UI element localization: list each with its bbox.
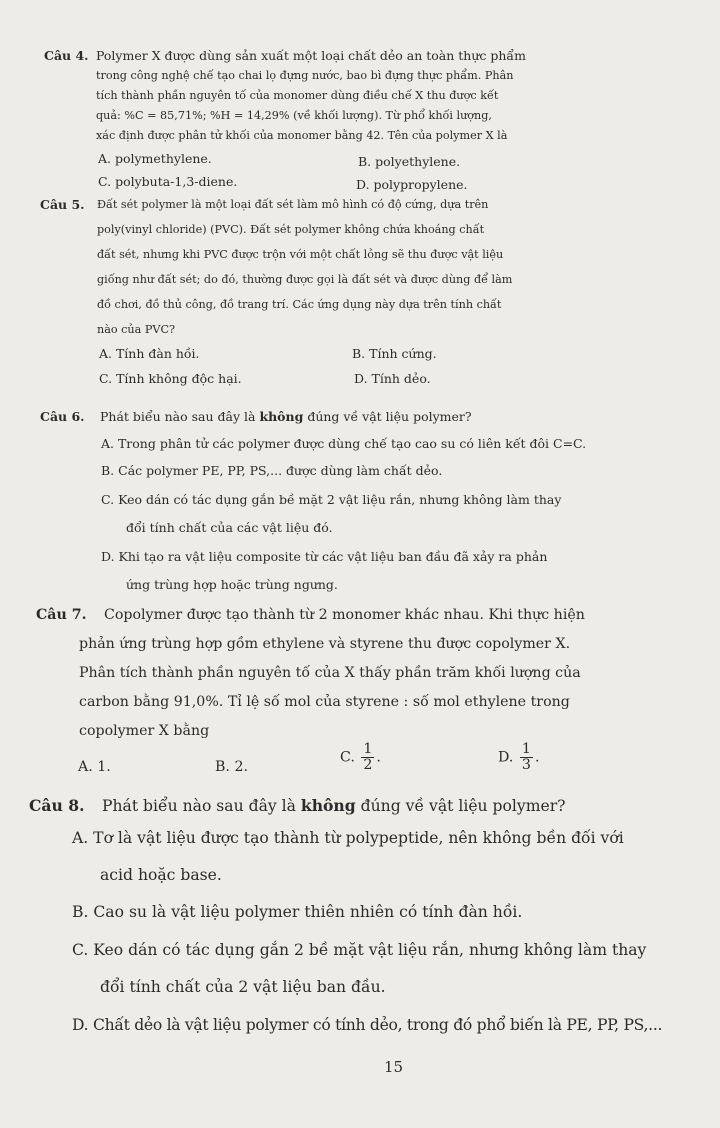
question-7-option-d-denominator: 3 bbox=[521, 756, 531, 773]
question-6-option-d-line-2: ứng trùng hợp hoặc trùng ngưng. bbox=[126, 577, 338, 592]
question-8-option-a-line-2: acid hoặc base. bbox=[100, 866, 222, 884]
question-8-option-b: B. Cao su là vật liệu polymer thiên nhiên có tính đàn hồi. bbox=[72, 903, 523, 921]
question-7-option-d-period: . bbox=[534, 749, 540, 766]
question-8-option-c-line-2: đổi tính chất của 2 vật liệu ban đầu. bbox=[100, 978, 386, 996]
question-4-option-a: A. polymethylene. bbox=[98, 151, 212, 166]
question-4-option-d: D. polypropylene. bbox=[356, 177, 468, 192]
question-7-stem-line-3: Phân tích thành phần nguyên tố của X thấy phần trăm khối lượng của bbox=[79, 665, 581, 681]
question-5-option-d: D. Tính dẻo. bbox=[354, 371, 431, 386]
question-8-stem-negation: không bbox=[300, 796, 356, 815]
question-7-stem-line-5: copolymer X bằng bbox=[79, 723, 210, 739]
question-7-option-c-label: C. bbox=[340, 749, 355, 766]
question-5-stem-line-4: giống như đất sét; do đó, thường được gọi là đất sét và được dùng để làm bbox=[97, 273, 513, 286]
question-5-stem-line-5: đồ chơi, đồ thủ công, đồ trang trí. Các ứng dụng này dựa trên tính chất bbox=[97, 298, 502, 311]
question-8-option-c-line-1: C. Keo dán có tác dụng gắn 2 bề mặt vật liệu rắn, nhưng không làm thay bbox=[72, 941, 647, 959]
question-7-option-d-fraction bbox=[520, 742, 533, 773]
question-4-stem-line-4: quả: %C = 85,71%; %H = 14,29% (về khối lượng). Từ phổ khối lượng, bbox=[96, 109, 492, 122]
question-5-stem-line-2: poly(vinyl chloride) (PVC). Đất sét polymer không chứa khoáng chất bbox=[97, 223, 485, 236]
question-6-stem bbox=[100, 409, 472, 424]
question-7-option-c-fraction bbox=[361, 742, 374, 773]
question-4-stem-line-5: xác định được phân tử khối của monomer bằng 42. Tên của polymer X là bbox=[96, 129, 508, 142]
page-number: 15 bbox=[384, 1058, 404, 1076]
question-5-stem-line-1: Đất sét polymer là một loại đất sét làm mô hình có độ cứng, dựa trên bbox=[97, 198, 489, 211]
question-5-option-b: B. Tính cứng. bbox=[352, 346, 437, 361]
question-4-option-c: C. polybuta-1,3-diene. bbox=[98, 174, 238, 189]
question-8-option-a-line-1: A. Tơ là vật liệu được tạo thành từ polypeptide, nên không bền đối với bbox=[72, 829, 624, 847]
question-4-stem-line-1: Polymer X được dùng sản xuất một loại chất dẻo an toàn thực phẩm bbox=[96, 48, 526, 63]
question-7-option-d-numerator: 1 bbox=[521, 741, 531, 757]
question-4-option-b: B. polyethylene. bbox=[358, 154, 461, 169]
question-4-number: Câu 4. bbox=[44, 48, 89, 63]
question-6-stem-prefix: Phát biểu nào sau đây là bbox=[100, 409, 260, 424]
question-6-option-b: B. Các polymer PE, PP, PS,... được dùng làm chất dẻo. bbox=[101, 463, 443, 478]
question-7-option-d bbox=[498, 742, 539, 773]
question-7-number: Câu 7. bbox=[36, 607, 87, 623]
question-6-option-a: A. Trong phân tử các polymer được dùng chế tạo cao su có liên kết đôi C=C. bbox=[101, 436, 587, 451]
question-6-stem-suffix: đúng về vật liệu polymer? bbox=[303, 409, 472, 424]
question-5-stem-line-3: đất sét, nhưng khi PVC được trộn với một chất lỏng sẽ thu được vật liệu bbox=[97, 248, 504, 261]
question-7-option-b: B. 2. bbox=[215, 759, 248, 775]
question-7-stem-line-1: Copolymer được tạo thành từ 2 monomer khác nhau. Khi thực hiện bbox=[104, 607, 585, 623]
question-8-option-d: D. Chất dẻo là vật liệu polymer có tính dẻo, trong đó phổ biến là PE, PP, PS,... bbox=[72, 1016, 663, 1034]
question-7-option-c-numerator: 1 bbox=[363, 741, 373, 757]
question-7-stem-line-2: phản ứng trùng hợp gồm ethylene và styrene thu được copolymer X. bbox=[79, 636, 571, 652]
question-6-number: Câu 6. bbox=[40, 409, 85, 424]
question-7-option-c bbox=[340, 742, 381, 773]
question-6-option-d-line-1: D. Khi tạo ra vật liệu composite từ các vật liệu ban đầu đã xảy ra phản bbox=[101, 549, 548, 564]
question-8-stem bbox=[102, 796, 566, 815]
question-5-number: Câu 5. bbox=[40, 197, 85, 212]
question-5-stem-line-6: nào của PVC? bbox=[97, 323, 176, 336]
question-7-option-c-period: . bbox=[376, 749, 381, 766]
question-8-number: Câu 8. bbox=[29, 796, 85, 815]
question-7-stem-line-4: carbon bằng 91,0%. Tỉ lệ số mol của styrene : số mol ethylene trong bbox=[79, 694, 570, 710]
question-6-option-c-line-2: đổi tính chất của các vật liệu đó. bbox=[126, 520, 333, 535]
question-5-option-a: A. Tính đàn hồi. bbox=[99, 346, 200, 361]
question-7-option-a: A. 1. bbox=[78, 759, 111, 775]
question-5-option-c: C. Tính không độc hại. bbox=[99, 371, 242, 386]
question-6-stem-negation: không bbox=[259, 409, 304, 424]
question-8-stem-suffix: đúng về vật liệu polymer? bbox=[355, 797, 566, 815]
question-4-stem-line-3: tích thành phần nguyên tố của monomer dùng điều chế X thu được kết bbox=[96, 89, 499, 102]
question-7-option-c-denominator: 2 bbox=[363, 756, 373, 773]
question-7-option-d-label: D. bbox=[498, 749, 514, 766]
question-8-stem-prefix: Phát biểu nào sau đây là bbox=[102, 797, 301, 815]
question-6-option-c-line-1: C. Keo dán có tác dụng gắn bề mặt 2 vật liệu rắn, nhưng không làm thay bbox=[101, 492, 562, 507]
question-4-stem-line-2: trong công nghệ chế tạo chai lọ đựng nước, bao bì đựng thực phẩm. Phân bbox=[96, 69, 514, 82]
